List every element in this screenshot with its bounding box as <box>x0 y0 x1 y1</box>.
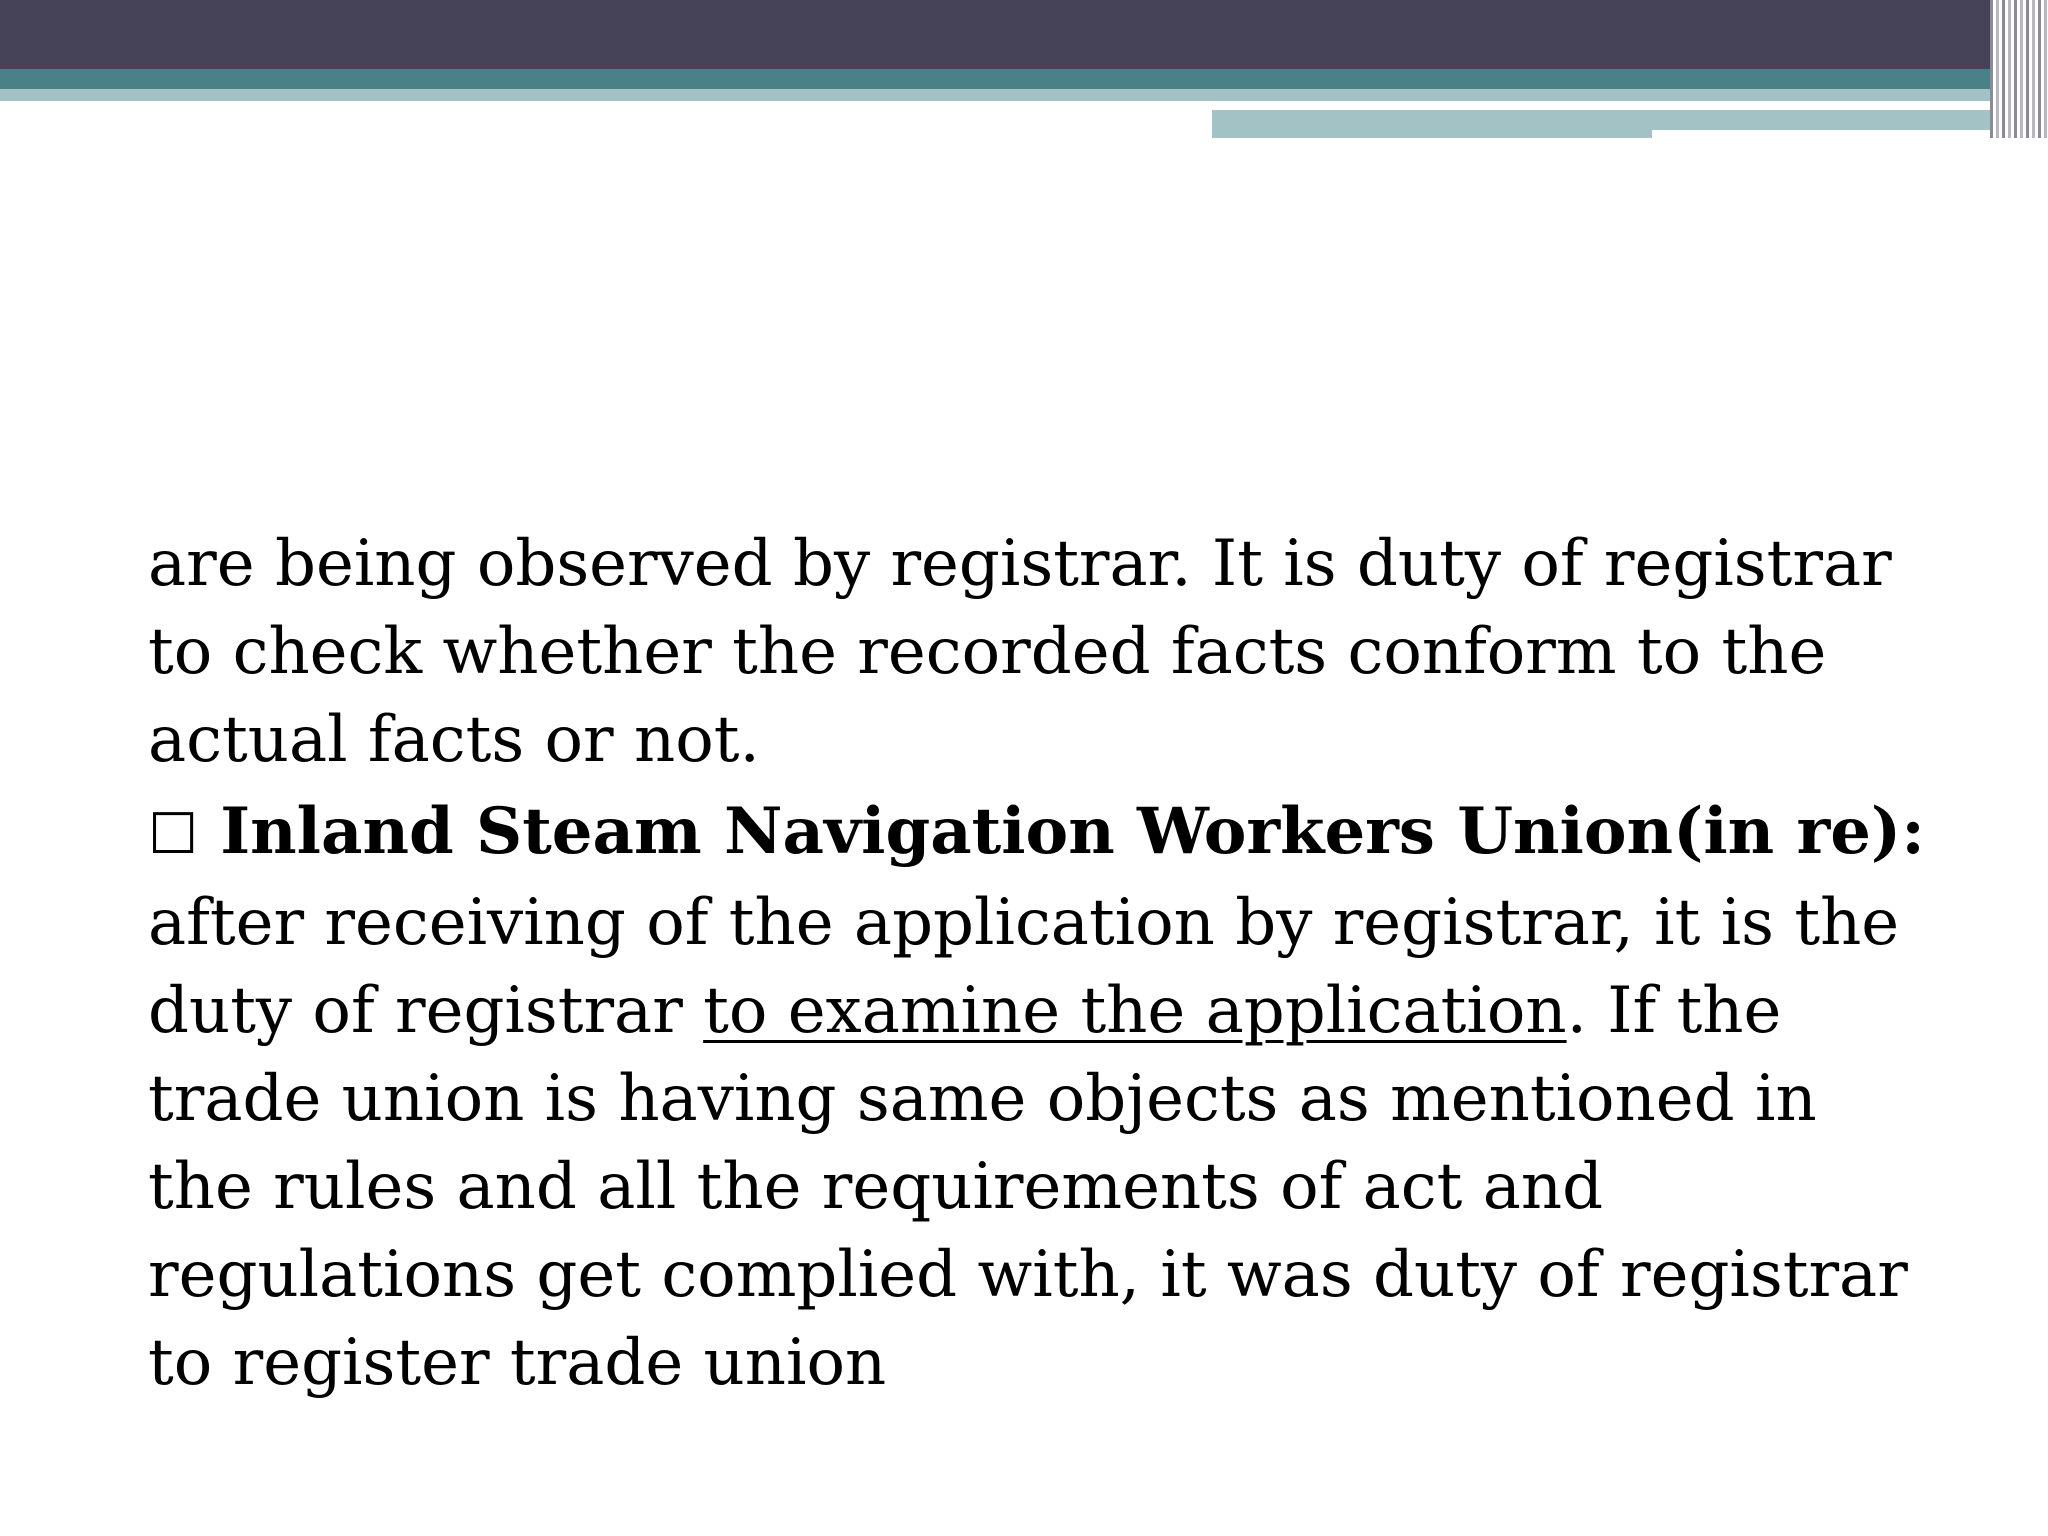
case-name: Inland Steam Navigation Workers Union(in re): <box>220 794 1925 869</box>
checkbox-bullet-icon: ☐ <box>148 802 199 867</box>
continuation-paragraph: are being observed by registrar. It is duty of registrar to check whether the recorded facts conform to the actual facts or not. <box>148 527 1892 777</box>
header-stripes <box>1990 0 2048 138</box>
case-text-underlined: to examine the application <box>703 974 1567 1048</box>
header-bar-dark <box>0 0 1990 69</box>
case-text-before: after receiving of the application by registrar, it is the duty of registrar <box>148 886 1900 1048</box>
case-text-after: . If the trade union is having same objects as mentioned in the rules and all the requirements of act and regulations get complied with, it was duty of registrar to register trade union <box>148 974 1908 1400</box>
slide-body <box>148 520 1938 1407</box>
header-bar-light-right <box>1212 89 1990 101</box>
header-bar-lower-right <box>1652 110 1990 130</box>
header-bar-teal <box>0 69 1990 89</box>
header-bar-lower-left <box>1212 110 1652 138</box>
bullet-paragraph <box>148 788 1938 1407</box>
header-bar-light-left <box>0 89 1212 101</box>
